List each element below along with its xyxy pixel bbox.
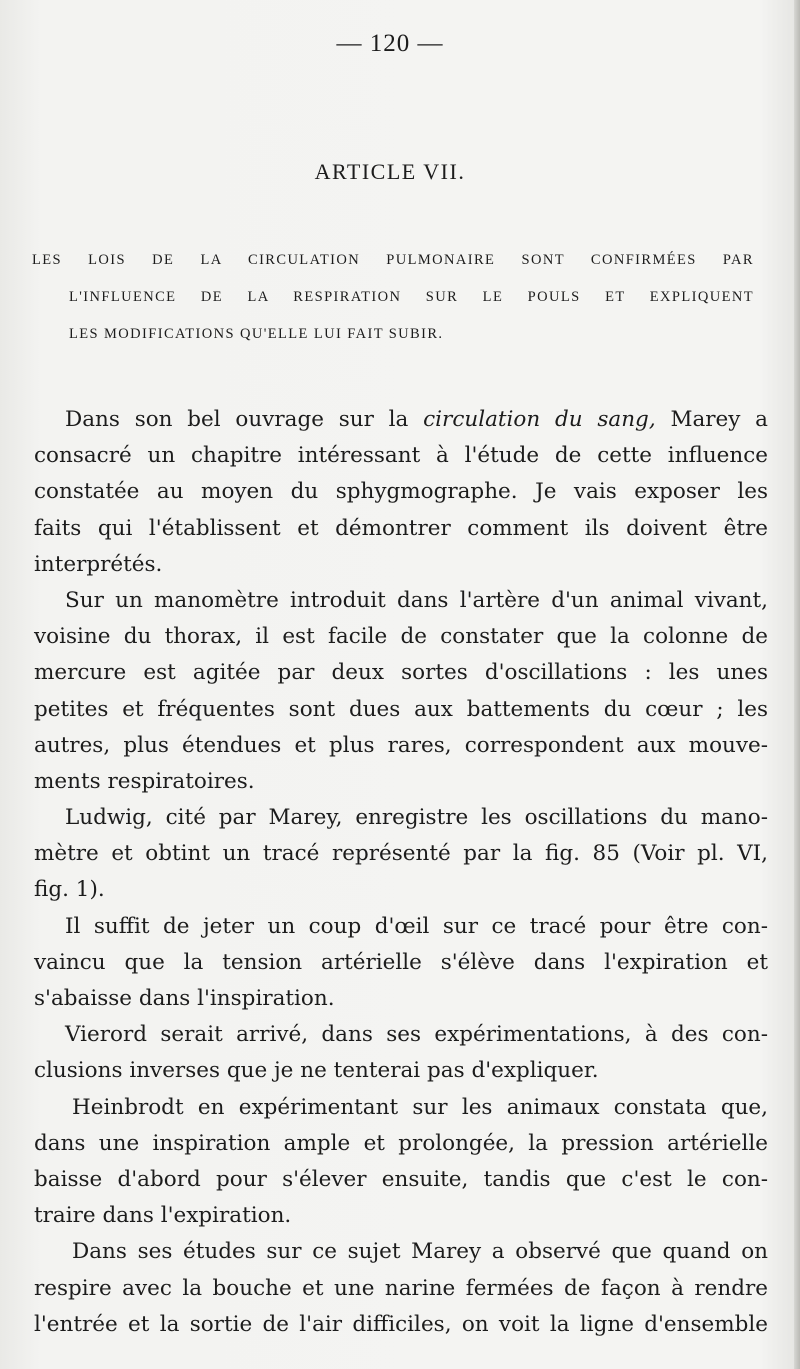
text-line: interprétés.	[34, 551, 163, 577]
article-heading	[32, 242, 754, 353]
text-line: Dans son bel ouvrage sur la circulation du sang, Marey a	[65, 407, 769, 432]
text-line: autres, plus étendues et plus rares, correspondent aux mouve-	[34, 732, 768, 758]
text-line: Heinbrodt en expérimentant sur les animaux constata que,	[72, 1094, 768, 1120]
text-line: vaincu que la tension artérielle s'élève dans l'expiration et	[34, 949, 768, 975]
text-line: traire dans l'expiration.	[34, 1203, 292, 1229]
heading-line: LES LOIS DE LA CIRCULATION PULMONAIRE SONT CONFIRMÉES PAR	[32, 252, 754, 268]
heading-line: LES MODIFICATIONS QU'ELLE LUI FAIT SUBIR.	[69, 326, 444, 342]
text-line: Dans ses études sur ce sujet Marey a observé que quand on	[72, 1239, 768, 1265]
paragraph	[34, 909, 768, 1018]
italic-title: circulation du sang,	[423, 407, 656, 432]
text-line: mètre et obtint un tracé représenté par la fig. 85 (Voir pl. VI,	[34, 841, 768, 867]
text-line: voisine du thorax, il est facile de constater que la colonne de	[34, 624, 768, 650]
article-title: ARTICLE VII.	[314, 159, 466, 184]
text-line: baisse d'abord pour s'élever ensuite, tandis que c'est le con-	[34, 1166, 768, 1192]
text-line: faits qui l'établissent et démontrer comment ils doivent être	[34, 515, 768, 541]
paragraph	[34, 1234, 768, 1343]
text-line: petites et fréquentes sont dues aux battements du cœur ; les	[34, 696, 768, 722]
paragraph	[34, 800, 768, 909]
body-text	[34, 402, 768, 1343]
text-line: dans une inspiration ample et prolongée, la pression artérielle	[34, 1130, 768, 1156]
text-line: Ludwig, cité par Marey, enregistre les oscillations du mano-	[65, 805, 768, 831]
text-line: l'entrée et la sortie de l'air difficiles, on voit la ligne d'ensemble	[34, 1311, 768, 1337]
paragraph	[34, 583, 768, 800]
heading-line: L'INFLUENCE DE LA RESPIRATION SUR LE POULS ET EXPLIQUENT	[69, 289, 754, 305]
text-line: ments respiratoires.	[34, 768, 255, 794]
page-number: — 120 —	[336, 30, 444, 57]
text-line: consacré un chapitre intéressant à l'étude de cette influence	[34, 443, 768, 469]
text-line: Sur un manomètre introduit dans l'artère d'un animal vivant,	[65, 587, 768, 613]
text-line: fig. 1).	[34, 877, 105, 903]
text-line: clusions inverses que je ne tenterai pas d'expliquer.	[34, 1058, 599, 1084]
text-line: s'abaisse dans l'inspiration.	[34, 986, 335, 1011]
text-line: mercure est agitée par deux sortes d'oscillations : les unes	[34, 660, 768, 686]
page-edge	[794, 0, 800, 1369]
paragraph	[34, 1017, 768, 1089]
text-line: respire avec la bouche et une narine fermées de façon à rendre	[34, 1275, 768, 1301]
text-line: Vierord serait arrivé, dans ses expérimentations, à des con-	[65, 1022, 768, 1048]
text-line: Il suffit de jeter un coup d'œil sur ce tracé pour être con-	[65, 913, 768, 939]
paragraph	[34, 402, 768, 583]
paragraph	[34, 1090, 768, 1235]
text-line: constatée au moyen du sphygmographe. Je vais exposer les	[34, 479, 768, 505]
